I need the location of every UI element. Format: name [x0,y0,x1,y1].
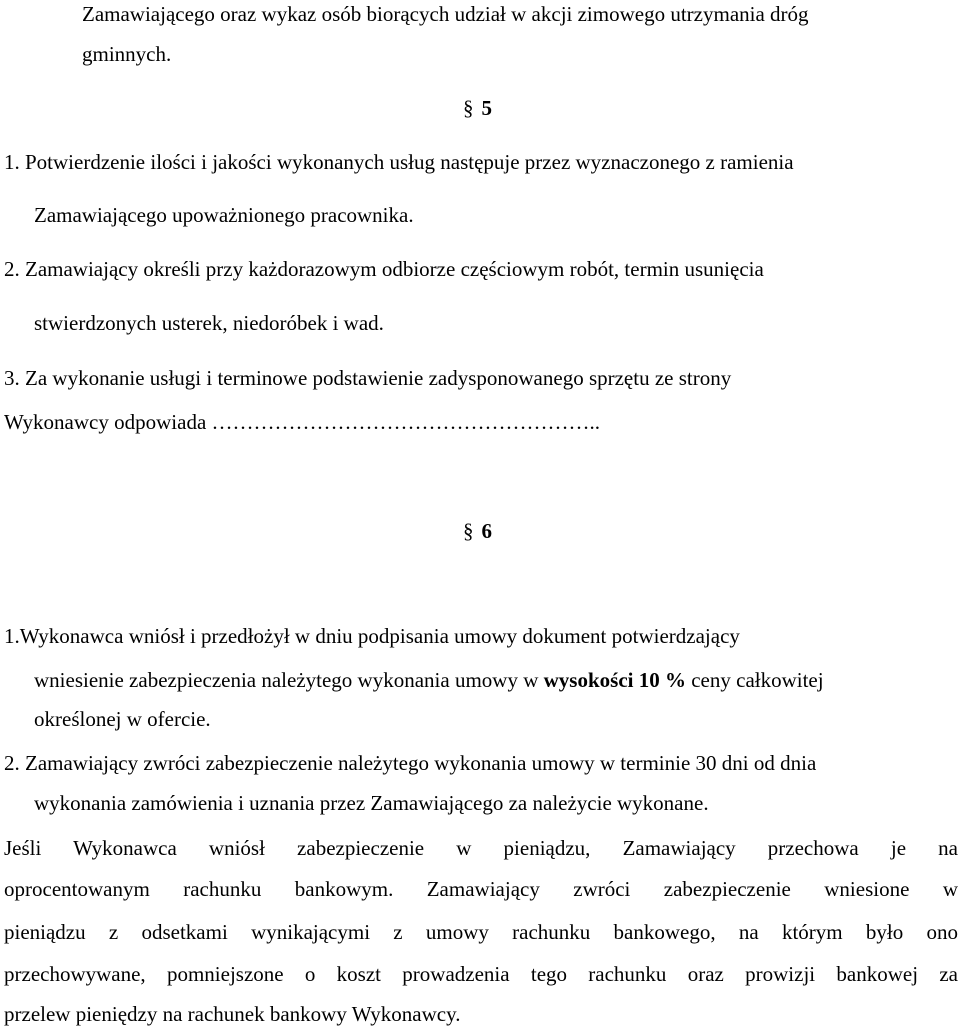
paragraph-line: przechowywane, pomniejszone o koszt prowadzenia tego rachunku oraz prowizji bankowej za [4,962,958,986]
paragraph-line: oprocentowanym rachunku bankowym. Zamawiający zwróci zabezpieczenie wniesione w [4,877,958,901]
line-text: wniesienie zabezpieczenia należytego wykonania umowy w [34,668,539,692]
paragraph-line: gminnych. [82,42,172,66]
paragraph-line: stwierdzonych usterek, niedoróbek i wad. [34,311,384,335]
line-text: ceny całkowitej [691,668,824,692]
section-heading-6 [463,519,492,543]
section-symbol: § [463,96,474,120]
paragraph-line: 1.Wykonawca wniósł i przedłożył w dniu podpisania umowy dokument potwierdzający [4,624,740,648]
paragraph-line: wykonania zamówienia i uznania przez Zamawiającego za należycie wykonane. [34,791,709,815]
paragraph-line: Jeśli Wykonawca wniósł zabezpieczenie w pieniądzu, Zamawiający przechowa je na [4,836,958,860]
paragraph-line: Wykonawcy odpowiada ……………………………………………….. [4,410,601,434]
bold-amount: wysokości 10 % [543,668,686,692]
paragraph-line: przelew pieniędzy na rachunek bankowy Wykonawcy. [4,1002,461,1026]
section-symbol: § [463,519,474,543]
section-number: 6 [481,519,492,543]
paragraph-line: 1. Potwierdzenie ilości i jakości wykonanych usług następuje przez wyznaczonego z ramienia [4,150,794,174]
section-heading-5 [463,96,492,120]
section-number: 5 [481,96,492,120]
paragraph-line: 3. Za wykonanie usługi i terminowe podstawienie zadysponowanego sprzętu ze strony [4,366,732,390]
paragraph-line: 2. Zamawiający określi przy każdorazowym odbiorze częściowym robót, termin usunięcia [4,257,764,281]
paragraph-line: określonej w ofercie. [34,707,211,731]
paragraph-line: Zamawiającego upoważnionego pracownika. [34,203,414,227]
paragraph-line: Zamawiającego oraz wykaz osób biorących udział w akcji zimowego utrzymania dróg [82,2,809,26]
paragraph-line: pieniądzu z odsetkami wynikającymi z umowy rachunku bankowego, na którym było ono [4,920,958,944]
paragraph-line [34,668,824,692]
paragraph-line: 2. Zamawiający zwróci zabezpieczenie należytego wykonania umowy w terminie 30 dni od dnia [4,751,817,775]
